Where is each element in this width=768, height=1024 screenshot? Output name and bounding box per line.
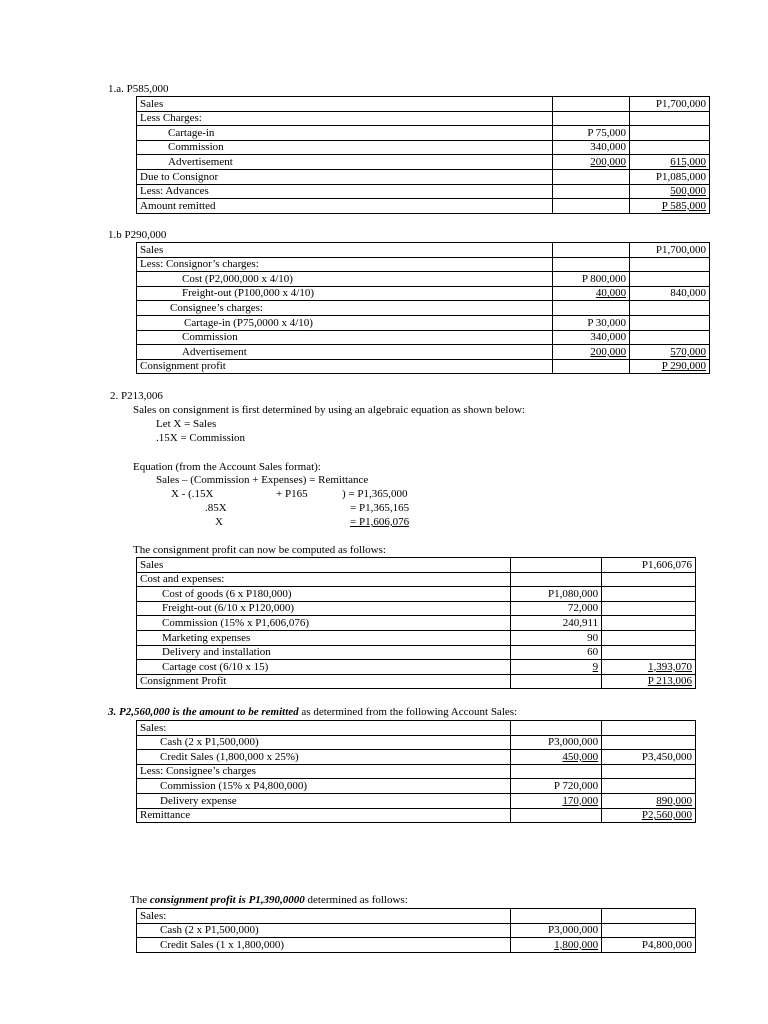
- amount-value: 570,000: [670, 345, 706, 358]
- row-subamount: [553, 199, 630, 214]
- row-label: Amount remitted: [137, 199, 553, 214]
- row-amount: [630, 286, 710, 301]
- amount-value: P1,700,000: [655, 243, 706, 256]
- row-subamount: [553, 169, 630, 184]
- row-subamount: [511, 923, 602, 938]
- row-amount: [602, 558, 696, 573]
- row-amount: [602, 660, 696, 675]
- table-row: [137, 630, 696, 645]
- table-row: [137, 750, 696, 765]
- row-subamount: [511, 735, 602, 750]
- row-subamount: [553, 243, 630, 258]
- row-amount: [602, 572, 696, 587]
- amount-value: 615,000: [670, 155, 706, 168]
- row-amount: [630, 169, 710, 184]
- subamount-value: P1,080,000: [547, 587, 599, 600]
- row-amount: [630, 199, 710, 214]
- row-subamount: [511, 616, 602, 631]
- subamount-value: 450,000: [562, 750, 599, 763]
- row-amount: [602, 764, 696, 779]
- row-label: Consignee’s charges:: [137, 301, 553, 316]
- row-label: Credit Sales (1,800,000 x 25%): [137, 750, 511, 765]
- row-amount: [630, 243, 710, 258]
- equation-line: Sales – (Commission + Expenses) = Remittance: [156, 474, 369, 486]
- subamount-value: P 720,000: [553, 779, 599, 792]
- table-row: [137, 345, 710, 360]
- row-subamount: [553, 315, 630, 330]
- row-subamount: [553, 184, 630, 199]
- section-4-bold: consignment profit is P1,390,0000: [149, 894, 305, 906]
- row-subamount: [511, 808, 602, 823]
- row-label: Less: Consignee’s charges: [137, 764, 511, 779]
- equation-row1-a: X - (.15X: [171, 488, 214, 500]
- row-subamount: [511, 558, 602, 573]
- row-label: Remittance: [137, 808, 511, 823]
- table-row: [137, 808, 696, 823]
- table-row: [137, 155, 710, 170]
- amount-value: P 290,000: [661, 360, 706, 373]
- subamount-value: 170,000: [562, 794, 599, 807]
- row-subamount: [553, 330, 630, 345]
- row-amount: [630, 345, 710, 360]
- row-amount: [630, 140, 710, 155]
- section-4-pre: The: [130, 894, 150, 906]
- row-label: Less Charges:: [137, 111, 553, 126]
- table-row: [137, 909, 696, 924]
- table-1b: [136, 242, 710, 374]
- row-subamount: [553, 345, 630, 360]
- row-subamount: [553, 111, 630, 126]
- row-label: Commission: [137, 140, 553, 155]
- row-amount: [630, 330, 710, 345]
- row-label: Cost (P2,000,000 x 4/10): [137, 272, 553, 287]
- commission-line: .15X = Commission: [156, 432, 246, 444]
- row-amount: [602, 721, 696, 736]
- row-subamount: [553, 97, 630, 112]
- table-row: [137, 674, 696, 689]
- row-label: Less: Advances: [137, 184, 553, 199]
- section-2-intro: Sales on consignment is first determined by using an algebraic equation as shown below:: [133, 404, 525, 416]
- row-amount: [602, 630, 696, 645]
- row-subamount: [511, 674, 602, 689]
- row-subamount: [511, 660, 602, 675]
- table-row: [137, 735, 696, 750]
- equation-title: Equation (from the Account Sales format):: [133, 461, 321, 473]
- table-row: [137, 572, 696, 587]
- row-subamount: [553, 359, 630, 374]
- section-3-heading-rest: as determined from the following Account Sales:: [298, 706, 518, 718]
- row-subamount: [511, 764, 602, 779]
- section-3-heading-bold: 3. P2,560,000 is the amount to be remitted: [108, 706, 299, 718]
- subamount-value: P3,000,000: [548, 736, 599, 749]
- subamount-value: P 800,000: [581, 272, 627, 285]
- row-label: Cartage cost (6/10 x 15): [137, 660, 511, 675]
- table-2: [136, 557, 696, 689]
- row-label: Sales: [137, 558, 511, 573]
- subamount-value: 9: [592, 660, 599, 673]
- table-row: [137, 616, 696, 631]
- row-subamount: [553, 272, 630, 287]
- row-subamount: [511, 587, 602, 602]
- row-subamount: [553, 126, 630, 141]
- row-label: Commission: [137, 330, 553, 345]
- row-label: Sales: [137, 243, 553, 258]
- table-row: [137, 301, 710, 316]
- table-row: [137, 97, 710, 112]
- row-subamount: [553, 140, 630, 155]
- row-amount: [602, 587, 696, 602]
- row-label: Advertisement: [137, 155, 553, 170]
- row-amount: [602, 616, 696, 631]
- row-label: Due to Consignor: [137, 169, 553, 184]
- subamount-value: P 30,000: [587, 316, 627, 329]
- row-amount: [630, 359, 710, 374]
- row-label: Delivery and installation: [137, 645, 511, 660]
- row-label: Delivery expense: [137, 793, 511, 808]
- section-3-heading: [108, 706, 517, 719]
- row-amount: [630, 155, 710, 170]
- equation-row2-c: = P1,365,165: [350, 502, 410, 514]
- row-label: Commission (15% x P4,800,000): [137, 779, 511, 794]
- table-3: [136, 720, 696, 823]
- row-label: Cartage-in (P75,0000 x 4/10): [137, 315, 553, 330]
- table-row: [137, 169, 710, 184]
- equation-row2-a: .85X: [205, 502, 227, 514]
- subamount-value: 200,000: [590, 155, 627, 168]
- row-amount: [630, 111, 710, 126]
- table-row: [137, 558, 696, 573]
- row-subamount: [511, 779, 602, 794]
- row-label: Consignment Profit: [137, 674, 511, 689]
- amount-value: P1,700,000: [655, 97, 706, 110]
- table-row: [137, 923, 696, 938]
- row-label: Freight-out (6/10 x P120,000): [137, 601, 511, 616]
- row-amount: [630, 184, 710, 199]
- subamount-value: 40,000: [595, 287, 627, 300]
- equation-row1-c: ) = P1,365,000: [342, 488, 408, 500]
- row-label: Sales: [137, 97, 553, 112]
- row-label: Credit Sales (1 x 1,800,000): [137, 938, 511, 953]
- row-subamount: [553, 301, 630, 316]
- row-subamount: [511, 645, 602, 660]
- row-amount: [630, 126, 710, 141]
- subamount-value: P 75,000: [587, 126, 627, 139]
- equation-row3-value: = P1,606,076: [350, 516, 410, 528]
- table-row: [137, 779, 696, 794]
- row-label: Cash (2 x P1,500,000): [137, 923, 511, 938]
- table-row: [137, 199, 710, 214]
- amount-value: 1,393,070: [648, 660, 692, 673]
- subamount-value: 240,911: [562, 616, 599, 629]
- row-label: Cash (2 x P1,500,000): [137, 735, 511, 750]
- amount-value: P1,085,000: [655, 170, 706, 183]
- table-row: [137, 243, 710, 258]
- subamount-value: 90: [587, 631, 599, 644]
- row-label: Commission (15% x P1,606,076): [137, 616, 511, 631]
- row-subamount: [511, 938, 602, 953]
- table-row: [137, 660, 696, 675]
- row-amount: [630, 272, 710, 287]
- row-label: Cost and expenses:: [137, 572, 511, 587]
- section-2-heading: 2. P213,006: [110, 390, 163, 402]
- row-label: Sales:: [137, 721, 511, 736]
- table-row: [137, 645, 696, 660]
- amount-value: P2,560,000: [641, 809, 692, 822]
- subamount-value: 340,000: [590, 331, 627, 344]
- table-row: [137, 257, 710, 272]
- row-amount: [630, 97, 710, 112]
- amount-value: P 585,000: [661, 199, 706, 212]
- row-subamount: [511, 601, 602, 616]
- table-row: [137, 601, 696, 616]
- row-amount: [602, 923, 696, 938]
- table-row: [137, 359, 710, 374]
- subamount-value: 1,800,000: [554, 938, 599, 951]
- table-row: [137, 140, 710, 155]
- table-row: [137, 272, 710, 287]
- row-label: Advertisement: [137, 345, 553, 360]
- row-amount: [602, 601, 696, 616]
- table-row: [137, 111, 710, 126]
- row-subamount: [511, 630, 602, 645]
- let-x-line: Let X = Sales: [156, 418, 217, 430]
- row-subamount: [553, 257, 630, 272]
- row-label: Marketing expenses: [137, 630, 511, 645]
- amount-value: P3,450,000: [641, 750, 692, 763]
- subamount-value: 340,000: [590, 141, 627, 154]
- row-label: Consignment profit: [137, 359, 553, 374]
- row-amount: [602, 779, 696, 794]
- row-subamount: [511, 572, 602, 587]
- equation-row1-b: + P165: [276, 488, 308, 500]
- row-amount: [602, 645, 696, 660]
- table-row: [137, 721, 696, 736]
- amount-value: 500,000: [670, 185, 706, 198]
- row-label: Cartage-in: [137, 126, 553, 141]
- row-amount: [602, 674, 696, 689]
- table-row: [137, 938, 696, 953]
- section-4-heading: [130, 894, 408, 907]
- row-label: Sales:: [137, 909, 511, 924]
- row-label: Cost of goods (6 x P180,000): [137, 587, 511, 602]
- subamount-value: 200,000: [590, 345, 627, 358]
- row-amount: [602, 793, 696, 808]
- row-amount: [602, 750, 696, 765]
- row-subamount: [511, 909, 602, 924]
- subamount-value: 72,000: [567, 602, 599, 615]
- row-subamount: [553, 286, 630, 301]
- table-4: [136, 908, 696, 953]
- subamount-value: 60: [587, 646, 599, 659]
- row-amount: [630, 301, 710, 316]
- amount-value: P1,606,076: [641, 558, 692, 571]
- profit-intro: The consignment profit can now be computed as follows:: [133, 544, 386, 556]
- row-amount: [602, 808, 696, 823]
- equation-row3-c: [350, 516, 409, 529]
- amount-value: P4,800,000: [641, 938, 692, 951]
- amount-value: 840,000: [670, 287, 706, 300]
- row-amount: [630, 315, 710, 330]
- table-row: [137, 184, 710, 199]
- row-subamount: [511, 793, 602, 808]
- row-amount: [602, 938, 696, 953]
- row-amount: [602, 735, 696, 750]
- section-4-post: determined as follows:: [304, 894, 408, 906]
- equation-row3-a: X: [215, 516, 223, 528]
- row-amount: [630, 257, 710, 272]
- section-1b-heading: 1.b P290,000: [108, 229, 167, 241]
- section-1a-heading: 1.a. P585,000: [108, 83, 169, 95]
- row-subamount: [511, 721, 602, 736]
- amount-value: P 213,006: [647, 675, 692, 688]
- table-row: [137, 315, 710, 330]
- table-row: [137, 286, 710, 301]
- table-row: [137, 587, 696, 602]
- table-row: [137, 126, 710, 141]
- table-1a: [136, 96, 710, 214]
- subamount-value: P3,000,000: [547, 924, 599, 937]
- amount-value: 890,000: [656, 794, 692, 807]
- row-subamount: [553, 155, 630, 170]
- row-amount: [602, 909, 696, 924]
- row-label: Less: Consignor’s charges:: [137, 257, 553, 272]
- table-row: [137, 764, 696, 779]
- row-subamount: [511, 750, 602, 765]
- table-row: [137, 793, 696, 808]
- table-row: [137, 330, 710, 345]
- row-label: Freight-out (P100,000 x 4/10): [137, 286, 553, 301]
